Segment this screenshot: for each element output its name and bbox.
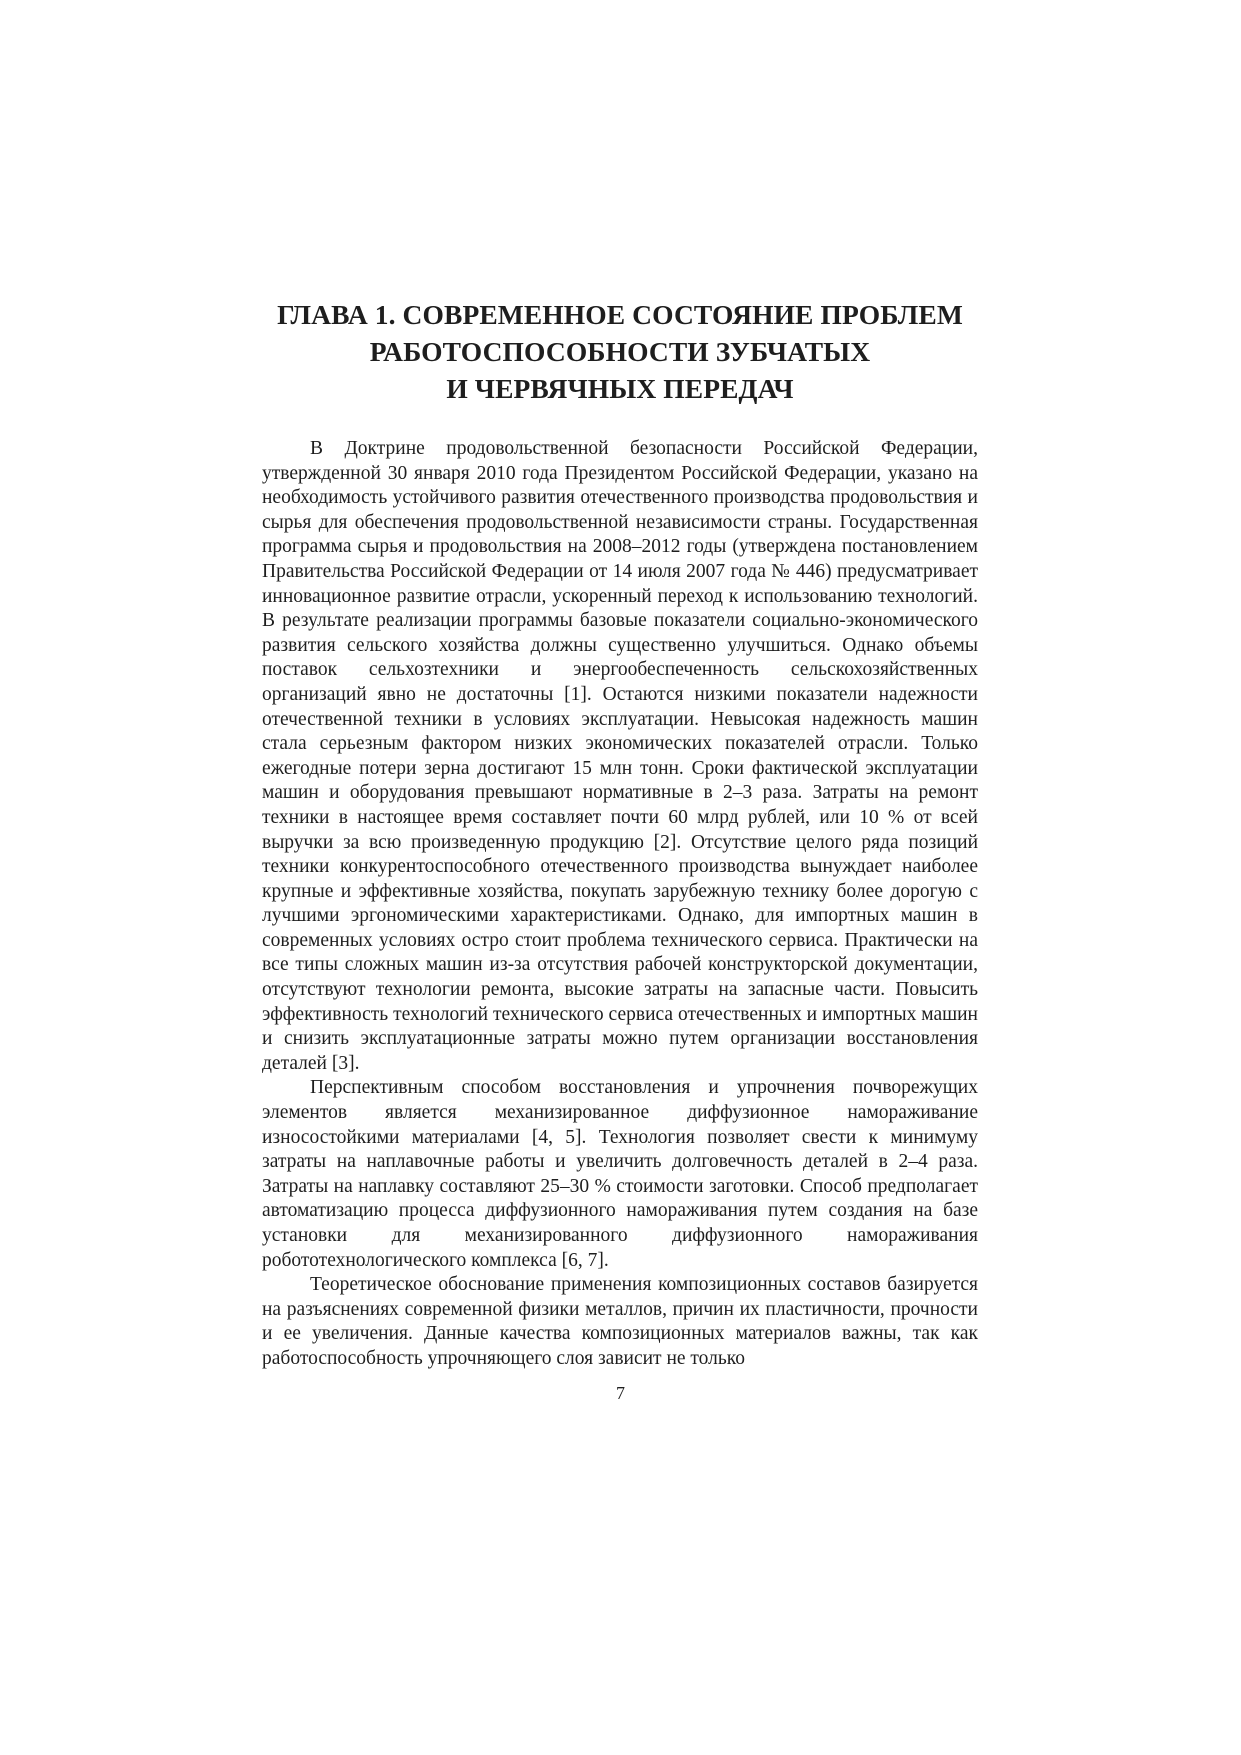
chapter-title bbox=[240, 296, 1000, 407]
paragraph-2: Перспективным способом восстановления и упрочнения почворежущих элементов является механизированное диффузионное намораживание износостойкими материалами [4, 5]. Технология позволяет свести к минимуму затраты на наплавочные работы и увеличить долговечность деталей в 2–4 раза. Затраты на наплавку составляют 25–30 % стоимости заготовки. Способ предполагает автоматизацию процесса диффузионного намораживания путем создания на базе установки для механизированного диффузионного намораживания робототехнологического комплекса [6, 7]. bbox=[262, 1077, 978, 1271]
body-text bbox=[262, 437, 978, 1372]
chapter-title-line-3: И ЧЕРВЯЧНЫХ ПЕРЕДАЧ bbox=[446, 373, 794, 404]
chapter-title-line-2: РАБОТОСПОСОБНОСТИ ЗУБЧАТЫХ bbox=[369, 336, 871, 367]
page-number: 7 bbox=[616, 1383, 625, 1403]
paragraph-3: Теоретическое обоснование применения композиционных составов базируется на разъяснениях современной физики металлов, причин их пластичности, прочности и ее увеличения. Данные качества композиционных материалов важны, так как работоспособность упрочняющего слоя зависит не только bbox=[262, 1274, 978, 1369]
paragraph-1: В Доктрине продовольственной безопасности Российской Федерации, утвержденной 30 января 2010 года Президентом Российской Федерации, указано на необходимость устойчивого развития отечественного производства продовольствия и сырья для обеспечения продовольственной независимости страны. Государственная программа сырья и продовольствия на 2008–2012 годы (утверждена постановлением Правительства Российской Федерации от 14 июля 2007 года № 446) предусматривает инновационное развитие отрасли, ускоренный переход к использованию технологий. В результате реализации программы базовые показатели социально-экономического развития сельского хозяйства должны существенно улучшиться. Однако объемы поставок сельхозтехники и энергообеспеченность сельскохозяйственных организаций явно не достаточны [1]. Остаются низкими показатели надежности отечественной техники в условиях эксплуатации. Невысокая надежность машин стала серьезным фактором низких экономических показателей отрасли. Только ежегодные потери зерна достигают 15 млн тонн. Сроки фактической эксплуатации машин и оборудования превышают нормативные в 2–3 раза. Затраты на ремонт техники в настоящее время составляет почти 60 млрд рублей, или 10 % от всей выручки за всю произведенную продукцию [2]. Отсутствие целого ряда позиций техники конкурентоспособного отечественного производства вынуждает наиболее крупные и эффективные хозяйства, покупать зарубежную технику более дорогую с лучшими эргономическими характеристиками. Однако, для импортных машин в современных условиях остро стоит проблема технического сервиса. Практически на все типы сложных машин из-за отсутствия рабочей конструкторской документации, отсутствуют технологии ремонта, высокие затраты на запасные части. Повысить эффективность технологий технического сервиса отечественных и импортных машин и снизить эксплуатационные затраты можно путем организации восстановления деталей [3]. bbox=[262, 438, 978, 1074]
chapter-title-line-1: ГЛАВА 1. СОВРЕМЕННОЕ СОСТОЯНИЕ ПРОБЛЕМ bbox=[277, 299, 963, 330]
